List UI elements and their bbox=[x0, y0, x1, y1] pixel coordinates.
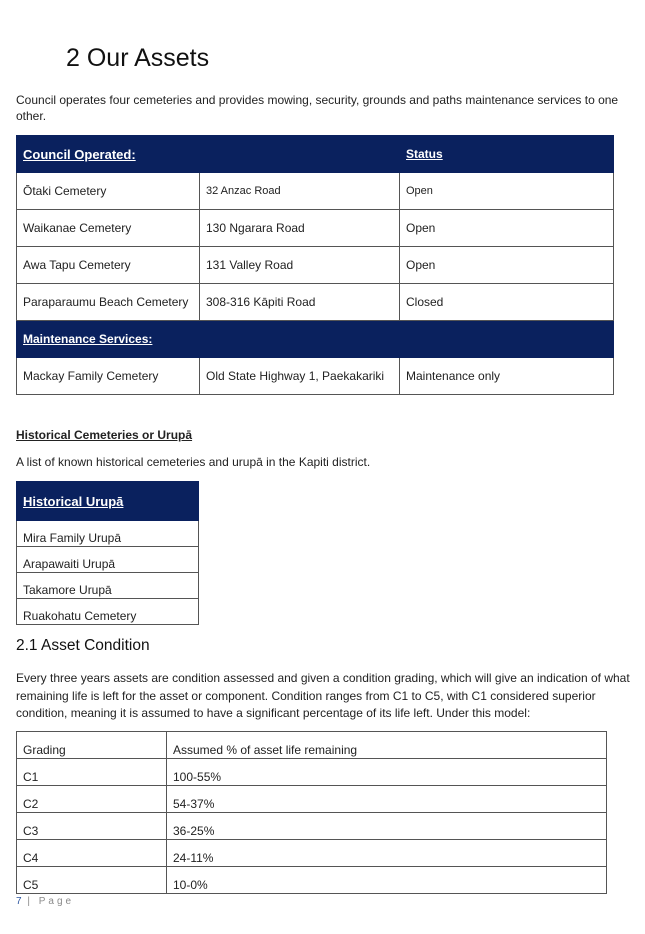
urupa-name: Ruakohatu Cemetery bbox=[17, 599, 199, 625]
cemetery-status: Maintenance only bbox=[400, 358, 614, 395]
asset-condition-paragraph: Every three years assets are condition assessed and given a condition grading, which will give an indication of what remaining life is left for the asset or component. Condition ranges from C1 to C5, with C1 considered superior condition, meaning it is assumed to have a significant percentage of its life left. Under this model: bbox=[16, 671, 630, 720]
header-status: Status bbox=[400, 136, 614, 173]
header-empty bbox=[200, 321, 400, 358]
footer-separator: | bbox=[21, 896, 39, 907]
cemetery-address: 32 Anzac Road bbox=[200, 173, 400, 210]
page-footer bbox=[16, 896, 74, 907]
remaining-cell: 54-37% bbox=[167, 786, 607, 813]
grade-cell: C1 bbox=[17, 759, 167, 786]
cemetery-address: 308-316 Kāpiti Road bbox=[200, 284, 400, 321]
table-row bbox=[17, 210, 614, 247]
asset-condition-heading: 2.1 Asset Condition bbox=[16, 637, 150, 654]
table-row bbox=[17, 813, 607, 840]
remaining-cell: 36-25% bbox=[167, 813, 607, 840]
table-row bbox=[17, 284, 614, 321]
urupa-name: Takamore Urupā bbox=[17, 573, 199, 599]
cemetery-name: Paraparaumu Beach Cemetery bbox=[17, 284, 200, 321]
cemetery-address: 130 Ngarara Road bbox=[200, 210, 400, 247]
table-header-row bbox=[17, 136, 614, 173]
council-cemeteries-table bbox=[16, 135, 614, 395]
table-row bbox=[17, 247, 614, 284]
urupa-name: Arapawaiti Urupā bbox=[17, 547, 199, 573]
condition-grading-table bbox=[16, 731, 607, 894]
table-header-row bbox=[17, 732, 607, 759]
remaining-cell: 100-55% bbox=[167, 759, 607, 786]
remaining-cell: 10-0% bbox=[167, 867, 607, 894]
table-row bbox=[17, 867, 607, 894]
table-row bbox=[17, 759, 607, 786]
table-row bbox=[17, 840, 607, 867]
intro-paragraph: Council operates four cemeteries and provides mowing, security, grounds and paths maintenance services to one other. bbox=[16, 93, 619, 123]
maintenance-header-row bbox=[17, 321, 614, 358]
cemetery-status: Open bbox=[400, 247, 614, 284]
table-row bbox=[17, 786, 607, 813]
header-empty bbox=[200, 136, 400, 173]
cemetery-status: Open bbox=[400, 173, 614, 210]
table-row bbox=[17, 547, 199, 573]
cemetery-status: Closed bbox=[400, 284, 614, 321]
header-grading: Grading bbox=[17, 732, 167, 759]
grade-cell: C2 bbox=[17, 786, 167, 813]
cemetery-status: Open bbox=[400, 210, 614, 247]
grade-cell: C4 bbox=[17, 840, 167, 867]
cemetery-name: Mackay Family Cemetery bbox=[17, 358, 200, 395]
table-row bbox=[17, 521, 199, 547]
table-row bbox=[17, 358, 614, 395]
historical-description: A list of known historical cemeteries and urupā in the Kapiti district. bbox=[16, 455, 371, 469]
cemetery-name: Ōtaki Cemetery bbox=[17, 173, 200, 210]
header-council-operated: Council Operated: bbox=[17, 136, 200, 173]
header-remaining: Assumed % of asset life remaining bbox=[167, 732, 607, 759]
cemetery-name: Awa Tapu Cemetery bbox=[17, 247, 200, 284]
grade-cell: C3 bbox=[17, 813, 167, 840]
urupa-name: Mira Family Urupā bbox=[17, 521, 199, 547]
cemetery-name: Waikanae Cemetery bbox=[17, 210, 200, 247]
cemetery-address: 131 Valley Road bbox=[200, 247, 400, 284]
cemetery-address: Old State Highway 1, Paekakariki bbox=[200, 358, 400, 395]
header-maintenance-services: Maintenance Services: bbox=[17, 321, 200, 358]
table-header-row bbox=[17, 482, 199, 521]
page-label: Page bbox=[38, 896, 75, 907]
table-row bbox=[17, 573, 199, 599]
header-empty bbox=[400, 321, 614, 358]
table-row bbox=[17, 173, 614, 210]
grade-cell: C5 bbox=[17, 867, 167, 894]
page-number: 7 bbox=[16, 896, 22, 907]
historical-subheading: Historical Cemeteries or Urupā bbox=[16, 428, 193, 442]
header-historical-urupa: Historical Urupā bbox=[17, 482, 199, 521]
remaining-cell: 24-11% bbox=[167, 840, 607, 867]
section-heading: 2 Our Assets bbox=[66, 44, 210, 72]
historical-urupa-table bbox=[16, 481, 199, 625]
table-row bbox=[17, 599, 199, 625]
